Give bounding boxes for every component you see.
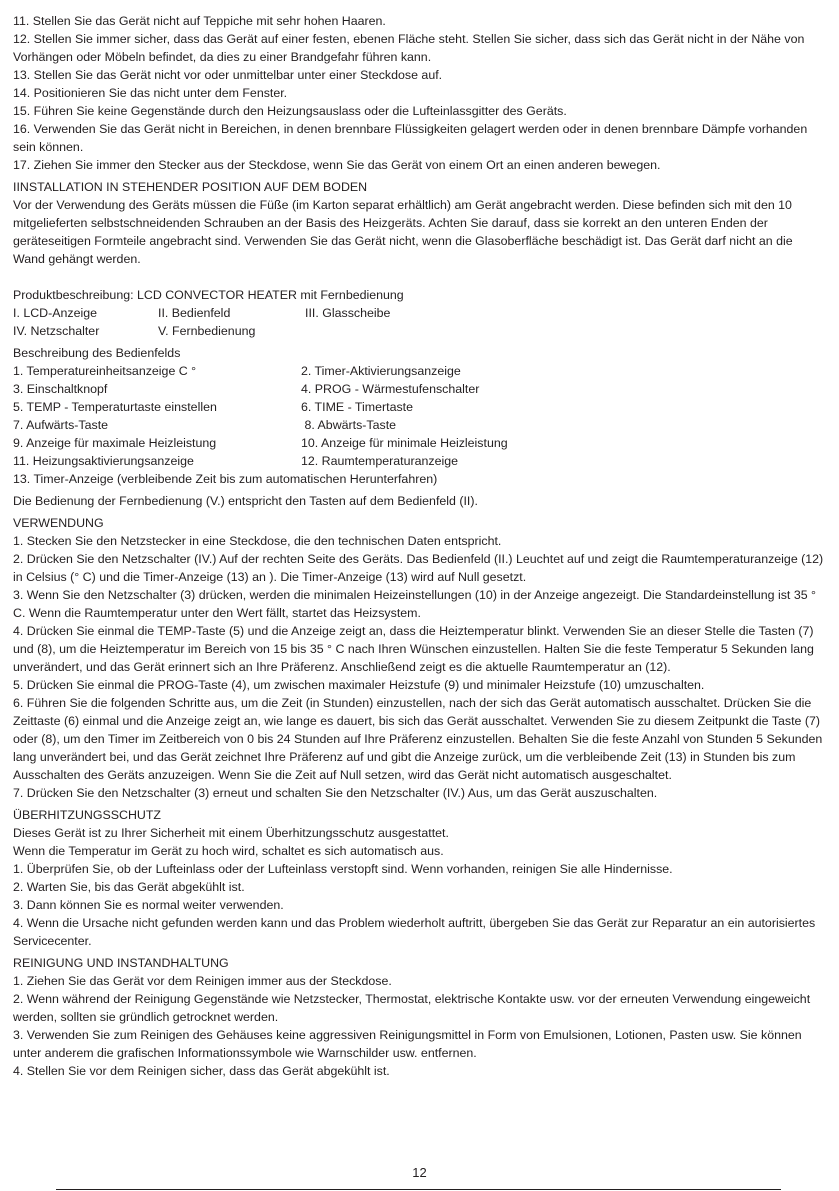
usage-item: 4. Drücken Sie einmal die TEMP-Taste (5) und die Anzeige zeigt an, dass die Heiztemperatur blinkt. Verwenden Sie an dieser Stelle die Tasten (7) und (8), um die Heiztemperatur im Bereich von 15 bis 35 ° C nach Ihren Wünschen einzustellen. Halten Sie die feste Temperatur 5 Sekunden lang unverändert, und das Gerät erinnert sich an Ihre Präferenz. Anschließend zeigt es die aktuelle Raumtemperatur an (12).	[13, 624, 814, 674]
panel-item: 10. Anzeige für minimale Heizleistung	[301, 436, 508, 450]
product-row	[13, 304, 828, 322]
panel-item: 3. Einschaltknopf	[13, 382, 108, 396]
cleaning-item: 4. Stellen Sie vor dem Reinigen sicher, dass das Gerät abgekühlt ist.	[13, 1064, 390, 1078]
product-part: V. Fernbedienung	[158, 324, 256, 338]
panel-title: Beschreibung des Bedienfelds	[13, 346, 181, 360]
panel-row	[13, 362, 828, 380]
safety-item: 17. Ziehen Sie immer den Stecker aus der Steckdose, wenn Sie das Gerät von einem Ort an einen anderen bewegen.	[13, 158, 661, 172]
safety-item: 13. Stellen Sie das Gerät nicht vor oder unmittelbar unter einer Steckdose auf.	[13, 68, 443, 82]
safety-item: 12. Stellen Sie immer sicher, dass das Gerät auf einer festen, ebenen Fläche steht. Stellen Sie sicher, dass sich das Gerät nicht in der Nähe von Vorhängen oder Möbeln befindet, da dies zu einer Brandgefahr führen kann.	[13, 32, 805, 64]
usage-item: 5. Drücken Sie einmal die PROG-Taste (4), um zwischen maximaler Heizstufe (9) und minimaler Heizstufe (10) umzuschalten.	[13, 678, 705, 692]
panel-item: 13. Timer-Anzeige (verbleibende Zeit bis zum automatischen Herunterfahren)	[13, 472, 438, 486]
overheat-intro: Wenn die Temperatur im Gerät zu hoch wird, schaltet es sich automatisch aus.	[13, 844, 444, 858]
panel-row	[13, 452, 828, 470]
safety-item: 16. Verwenden Sie das Gerät nicht in Bereichen, in denen brennbare Flüssigkeiten gelagert werden oder in denen brennbare Dämpfe vorhanden sein können.	[13, 122, 808, 154]
overheat-item: 2. Warten Sie, bis das Gerät abgekühlt ist.	[13, 880, 245, 894]
installation-section	[13, 178, 828, 268]
safety-item: 15. Führen Sie keine Gegenstände durch den Heizungsauslass oder die Lufteinlassgitter des Geräts.	[13, 104, 567, 118]
panel-row	[13, 398, 828, 416]
installation-text: Vor der Verwendung des Geräts müssen die Füße (im Karton separat erhältlich) am Gerät angebracht werden. Diese befinden sich mit den 10 mitgelieferten selbstschneidenden Schrauben an der Basis des Heizgeräts. Achten Sie darauf, dass sie korrekt an den unteren Enden der geräteseitigen Formteile angebracht sind. Verwenden Sie das Gerät nicht, wenn die Glasoberfläche beschädigt ist. Das Gerät darf nicht an die Wand gehängt werden.	[13, 198, 793, 266]
overheat-item: 1. Überprüfen Sie, ob der Lufteinlass oder der Lufteinlass verstopft sind. Wenn vorhanden, reinigen Sie alle Hindernisse.	[13, 862, 673, 876]
usage-item: 3. Wenn Sie den Netzschalter (3) drücken, werden die minimalen Heizeinstellungen (10) in der Anzeige angezeigt. Die Standardeinstellung ist 35 ° C. Wenn die Raumtemperatur unter den Wert fällt, startet das Heizsystem.	[13, 588, 817, 620]
cleaning-item: 1. Ziehen Sie das Gerät vor dem Reinigen immer aus der Steckdose.	[13, 974, 392, 988]
product-part: IV. Netzschalter	[13, 324, 100, 338]
cleaning-item: 2. Wenn während der Reinigung Gegenstände wie Netzstecker, Thermostat, elektrische Kontakte usw. vor der erneuten Verwendung eingeweicht werden, sollten sie gründlich getrocknet werden.	[13, 992, 811, 1024]
panel-item: 7. Aufwärts-Taste	[13, 418, 109, 432]
panel-item: 9. Anzeige für maximale Heizleistung	[13, 436, 217, 450]
overheat-item: 3. Dann können Sie es normal weiter verwenden.	[13, 898, 284, 912]
usage-item: 2. Drücken Sie den Netzschalter (IV.) Auf der rechten Seite des Geräts. Das Bedienfeld (II.) Leuchtet auf und zeigt die Raumtemperaturanzeige (12) in Celsius (° C) und die Timer-Anzeige (13) an ). Die Timer-Anzeige (13) wird auf Null gesetzt.	[13, 552, 824, 584]
overheat-item: 4. Wenn die Ursache nicht gefunden werden kann und das Problem wiederholt auftritt, übergeben Sie das Gerät zur Reparatur an ein autorisiertes Servicecenter.	[13, 916, 816, 948]
panel-row	[13, 434, 828, 452]
footer-divider	[56, 1189, 781, 1190]
cleaning-heading: REINIGUNG UND INSTANDHALTUNG	[13, 956, 229, 970]
overheat-intro: Dieses Gerät ist zu Ihrer Sicherheit mit einem Überhitzungsschutz ausgestattet.	[13, 826, 449, 840]
cleaning-item: 3. Verwenden Sie zum Reinigen des Gehäuses keine aggressiven Reinigungsmittel in Form von Emulsionen, Lotionen, Pasten usw. Sie können unter anderem die grafischen Informationssymbole wie Warnschilder usw. entfernen.	[13, 1028, 802, 1060]
panel-item: 1. Temperatureinheitsanzeige C °	[13, 364, 197, 378]
usage-item: 1. Stecken Sie den Netzstecker in eine Steckdose, die den technischen Daten entspricht.	[13, 534, 502, 548]
product-title: Produktbeschreibung: LCD CONVECTOR HEATER mit Fernbedienung	[13, 288, 404, 302]
usage-heading: VERWENDUNG	[13, 516, 104, 530]
overheat-section	[13, 806, 828, 950]
panel-item: 6. TIME - Timertaste	[301, 400, 413, 414]
panel-item: 5. TEMP - Temperaturtaste einstellen	[13, 400, 217, 414]
document-page	[13, 12, 828, 1080]
installation-heading: IINSTALLATION IN STEHENDER POSITION AUF DEM BODEN	[13, 180, 368, 194]
safety-list	[13, 12, 828, 174]
panel-item: 8. Abwärts-Taste	[301, 418, 397, 432]
safety-item: 14. Positionieren Sie das nicht unter dem Fenster.	[13, 86, 288, 100]
product-part: III. Glasscheibe	[305, 306, 391, 320]
safety-item: 11. Stellen Sie das Gerät nicht auf Teppiche mit sehr hohen Haaren.	[13, 14, 386, 28]
usage-item: 7. Drücken Sie den Netzschalter (3) erneut und schalten Sie den Netzschalter (IV.) Aus, um das Gerät auszuschalten.	[13, 786, 658, 800]
panel-item: 12. Raumtemperaturanzeige	[301, 454, 459, 468]
product-part: II. Bedienfeld	[158, 306, 231, 320]
panel-item: 11. Heizungsaktivierungsanzeige	[13, 454, 194, 468]
panel-row	[13, 416, 828, 434]
cleaning-section	[13, 954, 828, 1080]
remote-note: Die Bedienung der Fernbedienung (V.) entspricht den Tasten auf dem Bedienfeld (II).	[13, 494, 478, 508]
product-section	[13, 286, 828, 340]
panel-item: 2. Timer-Aktivierungsanzeige	[301, 364, 461, 378]
panel-section	[13, 344, 828, 488]
product-row	[13, 322, 828, 340]
panel-row	[13, 380, 828, 398]
usage-item: 6. Führen Sie die folgenden Schritte aus, um die Zeit (in Stunden) einzustellen, nach der sich das Gerät automatisch ausschaltet. Drücken Sie die Zeittaste (6) einmal und die Anzeige zeigt an, wie lange es dauert, bis sich das Gerät ausschaltet. Verwenden Sie zu diesem Zeitpunkt die Taste (7) oder (8), um den Timer im Zeitbereich von 0 bis 24 Stunden auf Ihre Präferenz einzustellen. Behalten Sie die feste Anzahl von Stunden 5 Sekunden lang unverändert bei, und das Gerät zeichnet Ihre Präferenz auf und gibt die Anzeige zurück, um die verbleibende Zeit (13) in Stunden bis zum Ausschalten des Geräts anzuzeigen. Wenn Sie die Zeit auf Null setzen, wird das Gerät nicht automatisch ausgeschaltet.	[13, 696, 823, 782]
panel-item: 4. PROG - Wärmestufenschalter	[301, 382, 480, 396]
overheat-heading: ÜBERHITZUNGSSCHUTZ	[13, 808, 161, 822]
page-number: 12	[412, 1165, 427, 1180]
product-part: I. LCD-Anzeige	[13, 306, 98, 320]
usage-section	[13, 514, 828, 802]
